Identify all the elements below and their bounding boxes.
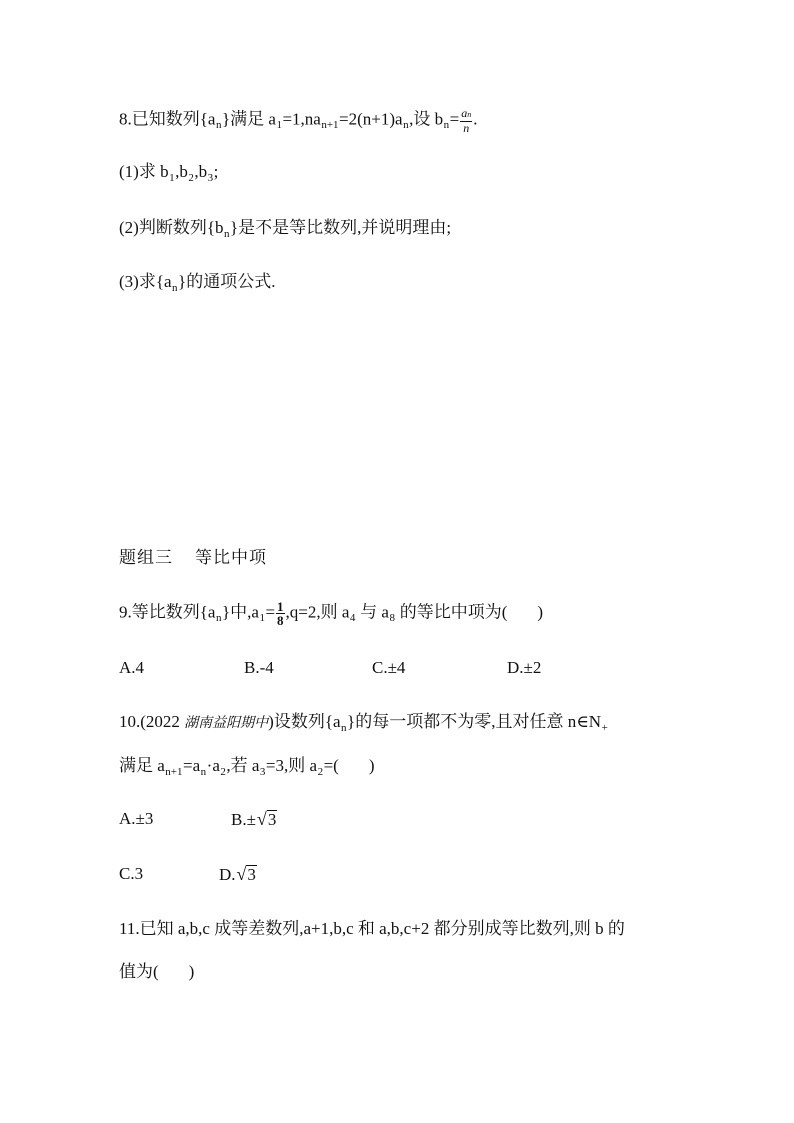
q10-option-a: A.±3: [119, 809, 154, 828]
a1-fraction: $\frac{1}{8}$: [277, 599, 284, 628]
q8-part3: (3)求$\{a_n\}$的通项公式.: [119, 272, 276, 294]
q9-option-d: D.±2: [507, 658, 542, 677]
q9-option-c: C.±4: [372, 658, 406, 677]
q8-part2: (2)判断数列$\{b_n\}$是不是等比数列,并说明理由;: [119, 218, 452, 240]
q10-stem-line1: 10.(2022 湖南益阳期中)设数列$\{a_n\}$的每一项都不为零,且对任意 $n\in N_+$: [119, 712, 608, 734]
q10-stem-line2: 满足 $a_{n+1}=a_n\cdot a_2$,若 $a_3=3$,则 $a_2=$( ): [119, 756, 375, 778]
q10-option-d: D.√3: [219, 862, 257, 887]
bn-fraction: $\frac{an}{n}$: [461, 106, 472, 135]
sqrt-symbol: √3: [256, 809, 277, 829]
q9-option-b: B.-4: [244, 658, 274, 677]
q9-option-a: A.4: [119, 658, 145, 677]
q11-stem-line2: 值为( ): [119, 962, 195, 981]
q10-option-b: B.±√3: [231, 807, 277, 832]
sqrt-symbol: √3: [236, 864, 256, 884]
q8-stem: 8.已知数列$\{a_n\}$满足 $a_1=1,na_{n+1}=2(n+1)a_n$,设 $b_n=$ $\frac{an}{n}$ .: [119, 106, 478, 135]
q10-option-c: C.3: [119, 864, 144, 883]
q9-stem: 9.等比数列$\{a_n\}$中$,a_1=$ $\frac{1}{8}$ ,q=2,则 $a_4$ 与 $a_8$ 的等比中项为( ): [119, 599, 544, 628]
q10-source: 湖南益阳期中: [184, 715, 269, 731]
group-heading: 题组三 等比中项: [119, 548, 267, 568]
q8-part1: (1)求 $b_1,b_2,b_3$;: [119, 162, 219, 184]
q11-stem-line1: 11.已知 a,b,c 成等差数列,a+1,b,c 和 a,b,c+2 都分别成等比数列,则 b 的: [119, 919, 625, 938]
